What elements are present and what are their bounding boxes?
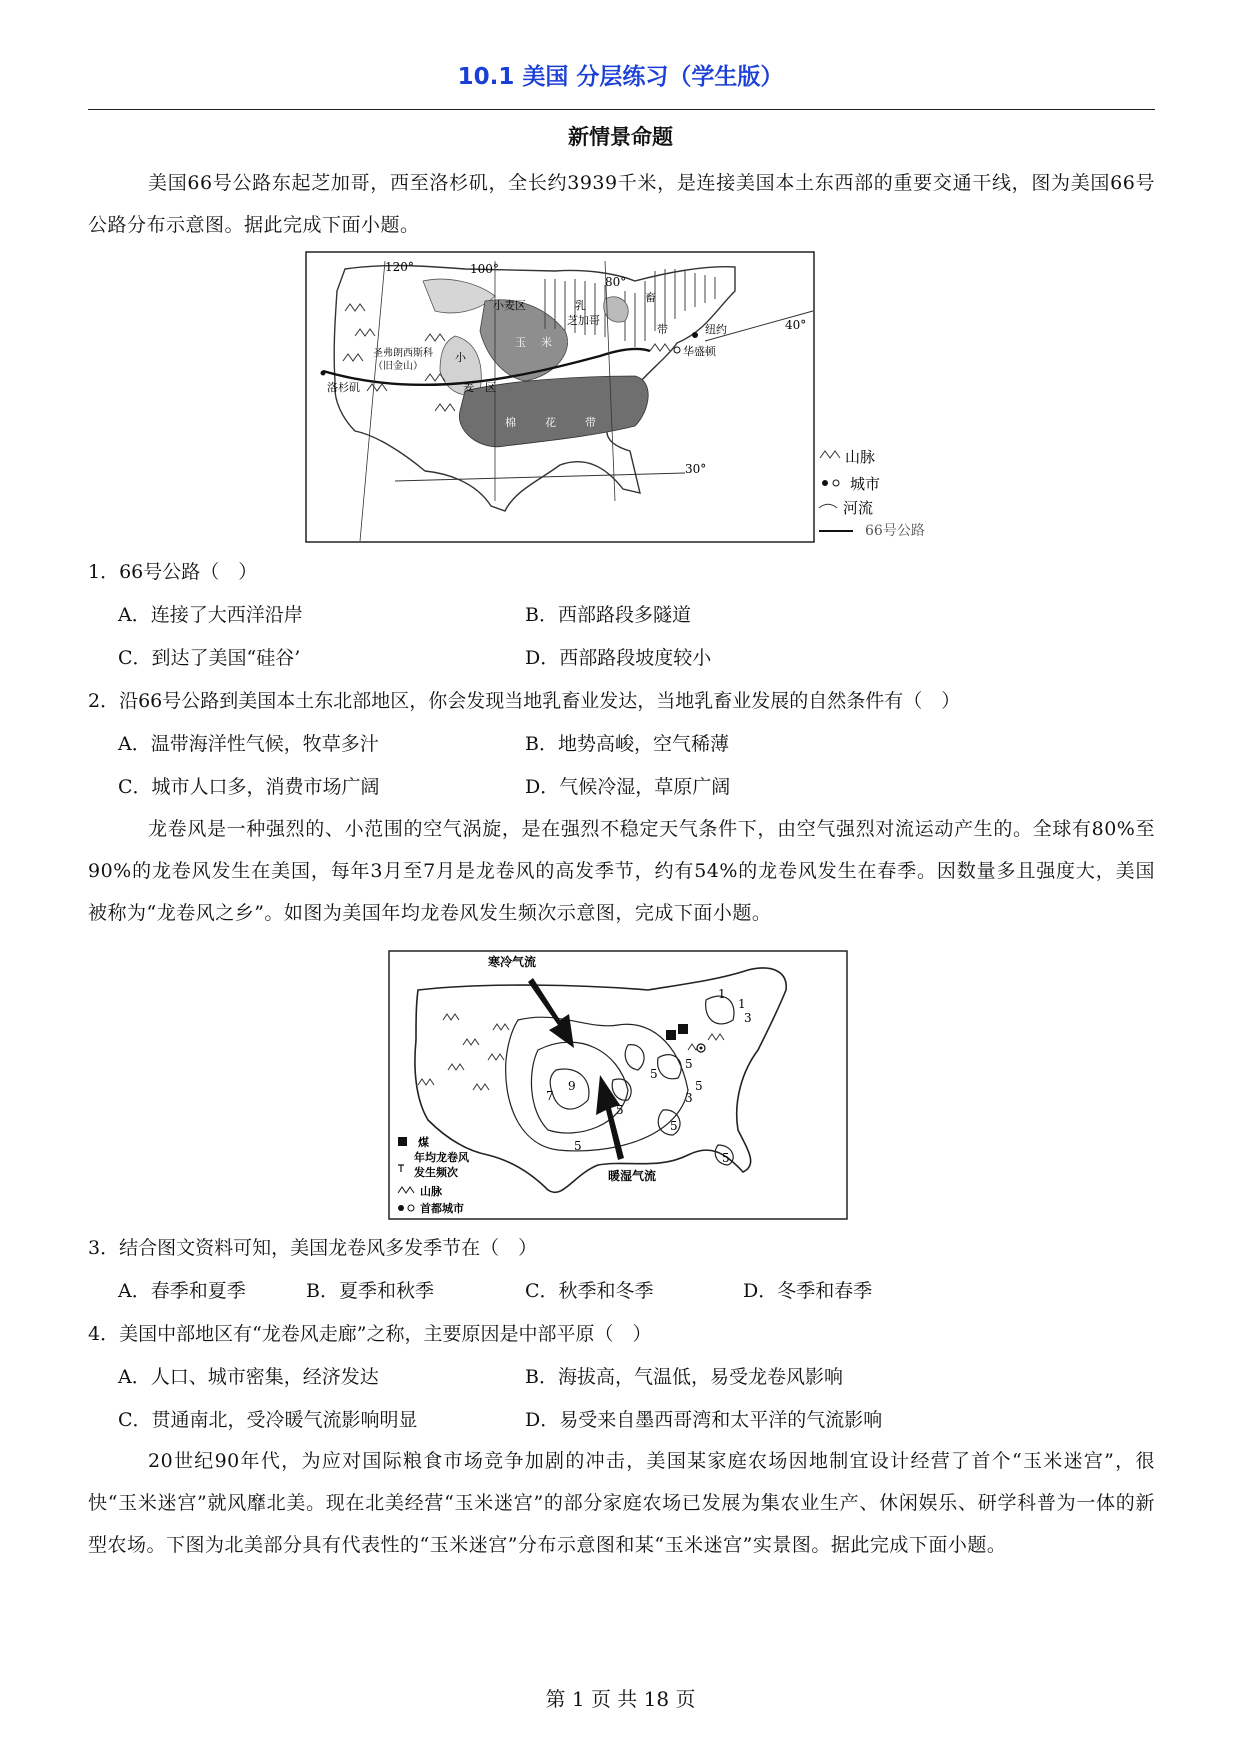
city-dot [321, 371, 326, 376]
question-2-option-b[interactable]: B．地势高峻，空气稀薄 [525, 733, 729, 755]
region-label: 小麦区 [493, 299, 526, 312]
region-label: 区 [485, 381, 496, 394]
question-3-stem: 3．结合图文资料可知，美国龙卷风多发季节在（ ） [88, 1237, 538, 1259]
legend-label: 66号公路 [865, 523, 925, 539]
region-label: 麦 [463, 381, 474, 394]
city-label: （旧金山） [373, 361, 423, 372]
question-1-option-a[interactable]: A．连接了大西洋沿岸 [118, 604, 303, 626]
question-3-option-c[interactable]: C．秋季和冬季 [525, 1280, 654, 1302]
isoline-label: 3 [744, 1011, 752, 1025]
city-dot [692, 332, 698, 338]
region-label: 花 [545, 416, 556, 429]
question-2-stem: 2．沿66号公路到美国本土东北部地区，你会发现当地乳畜业发达，当地乳畜业发展的自然条件有（ ） [88, 690, 961, 712]
question-1-option-b[interactable]: B．西部路段多隧道 [525, 604, 691, 626]
degree-label: 30° [685, 462, 707, 476]
region-label: 棉 [505, 416, 516, 429]
question-1-option-d[interactable]: D．西部路段坡度较小 [525, 647, 712, 669]
region-label: 米 [541, 336, 552, 349]
intro-paragraph-tornado: 龙卷风是一种强烈的、小范围的空气涡旋，是在强烈不稳定天气条件下，由空气强烈对流运动产生的。全球有80%至90%的龙卷风发生在美国，每年3月至7月是龙卷风的高发季节，约有54%的龙卷风发生在春季。因数量多且强度大，美国被称为“龙卷风之乡”。如图为美国年均龙卷风发生频次示意图，完成下面小题。 [88, 818, 1155, 924]
isoline-label: 1 [738, 997, 746, 1011]
legend-label: 城市 [850, 475, 881, 493]
region-label: 小 [455, 351, 466, 364]
page-title: 10.1 美国 分层练习（学生版） [457, 64, 784, 90]
isoline-label: 9 [568, 1079, 576, 1093]
question-4-option-c[interactable]: C．贯通南北，受冷暖气流影响明显 [118, 1409, 418, 1431]
region-label: 乳 [575, 299, 586, 312]
question-1-stem: 1．66号公路（ ） [88, 561, 258, 583]
isoline-label: 5 [722, 1151, 730, 1165]
legend-label: 煤 [418, 1136, 429, 1149]
region-label: 带 [657, 323, 668, 336]
region-label: 玉 [515, 336, 526, 349]
isoline-label: 5 [685, 1057, 693, 1071]
legend-label: 山脉 [845, 448, 876, 466]
city-dot [674, 347, 680, 353]
cold-flow-label: 寒冷气流 [488, 955, 537, 969]
question-3-option-a[interactable]: A．春季和夏季 [118, 1280, 246, 1302]
isoline-label: 5 [650, 1067, 658, 1081]
warm-flow-label: 暖湿气流 [608, 1169, 657, 1183]
city-label: 纽约 [705, 323, 727, 336]
region-label: 带 [585, 416, 596, 429]
legend-label: 首都城市 [420, 1202, 464, 1215]
degree-label: 100° [470, 262, 499, 276]
isoline-label: 5 [616, 1103, 624, 1117]
question-3-option-b[interactable]: B．夏季和秋季 [306, 1280, 434, 1302]
legend-label: 河流 [843, 499, 874, 517]
isoline-label: 3 [685, 1091, 693, 1105]
intro-paragraph-corn-maze: 20世纪90年代，为应对国际粮食市场竞争加剧的冲击，美国某家庭农场因地制宜设计经营了首个“玉米迷宫”，很快“玉米迷宫”就风靡北美。现在北美经营“玉米迷宫”的部分家庭农场已发展为集农业生产、休闲娱乐、研学科普为一体的新型农场。下图为北美部分具有代表性的“玉米迷宫”分布示意图和某“玉米迷宫”实景图。据此完成下面小题。 [88, 1450, 1155, 1556]
question-2-option-a[interactable]: A．温带海洋性气候，牧草多汁 [118, 733, 379, 755]
isoline-label: 5 [695, 1079, 703, 1093]
region-label: 带 [567, 336, 578, 349]
city-label: 圣弗朗西斯科 [373, 348, 433, 359]
city-label: 华盛顿 [683, 345, 716, 358]
section-title: 新情景命题 [568, 125, 673, 149]
question-4-stem: 4．美国中部地区有“龙卷风走廊”之称，主要原因是中部平原（ ） [88, 1323, 652, 1345]
route66-map [305, 251, 945, 547]
isoline-label: 1 [718, 987, 726, 1001]
isoline-label: 7 [546, 1089, 554, 1103]
intro-paragraph-route66: 美国66号公路东起芝加哥，西至洛杉矶，全长约3939千米，是连接美国本土东西部的重要交通干线，图为美国66号公路分布示意图。据此完成下面小题。 [88, 172, 1155, 236]
degree-label: 120° [385, 260, 414, 274]
question-2-option-c[interactable]: C．城市人口多，消费市场广阔 [118, 776, 380, 798]
legend-label: 年均龙卷风 [414, 1151, 469, 1164]
isoline-label: 5 [670, 1119, 678, 1133]
city-label: 芝加哥 [567, 314, 600, 327]
city-label: 洛杉矶 [327, 381, 360, 394]
region-label: 畜 [645, 291, 656, 304]
question-4-option-a[interactable]: A．人口、城市密集，经济发达 [118, 1366, 379, 1388]
question-1-option-c[interactable]: C．到达了美国“硅谷’ [118, 647, 301, 669]
isoline-label: 5 [574, 1139, 582, 1153]
legend-label: 山脉 [420, 1185, 442, 1198]
tornado-map [388, 950, 850, 1222]
question-4-option-b[interactable]: B．海拔高，气温低，易受龙卷风影响 [525, 1366, 843, 1388]
route66-map-legend [819, 448, 925, 539]
degree-label: 80° [605, 275, 627, 289]
question-2-option-d[interactable]: D．气候冷湿，草原广阔 [525, 776, 731, 798]
question-3-option-d[interactable]: D．冬季和春季 [743, 1280, 873, 1302]
coal-symbol [678, 1024, 688, 1034]
degree-label: 40° [785, 318, 807, 332]
coal-symbol [666, 1030, 676, 1040]
page-number-footer: 第 1 页 共 18 页 [545, 1687, 696, 1711]
question-4-option-d[interactable]: D．易受来自墨西哥湾和太平洋的气流影响 [525, 1409, 883, 1431]
legend-label: 发生频次 [414, 1166, 458, 1179]
header-rule [88, 109, 1155, 110]
